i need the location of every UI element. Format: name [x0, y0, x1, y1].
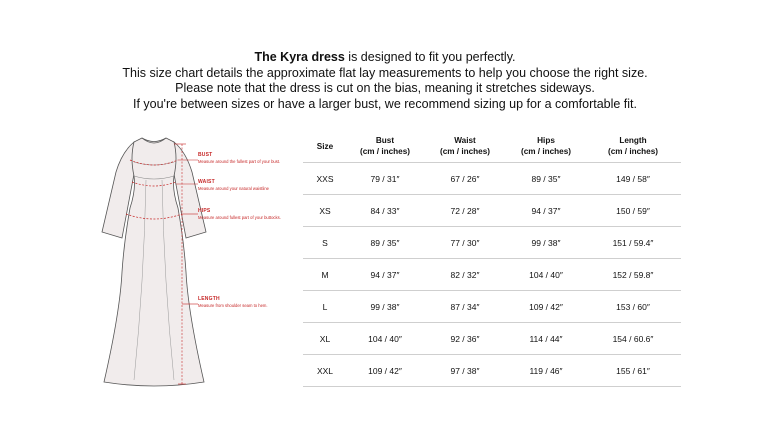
bust-callout-text: Measure around the fullest part of your bust.: [198, 158, 281, 164]
header-hips: [507, 130, 585, 163]
cell-hips: 109 / 42″: [507, 291, 585, 323]
table-row: [303, 355, 681, 387]
waist-callout: [198, 180, 269, 191]
cell-size: XS: [303, 195, 347, 227]
cell-size: M: [303, 259, 347, 291]
header-bust-label: Bust: [375, 136, 395, 145]
cell-waist: 67 / 26″: [423, 163, 507, 195]
cell-length: 154 / 60.6″: [585, 323, 681, 355]
header-hips-unit: (cm / inches): [520, 147, 572, 156]
header-bust: [347, 130, 423, 163]
cell-length: 153 / 60″: [585, 291, 681, 323]
cell-hips: 104 / 40″: [507, 259, 585, 291]
cell-waist: 87 / 34″: [423, 291, 507, 323]
table-row: [303, 291, 681, 323]
cell-hips: 99 / 38″: [507, 227, 585, 259]
cell-hips: 114 / 44″: [507, 323, 585, 355]
cell-length: 152 / 59.8″: [585, 259, 681, 291]
length-callout-title: LENGTH: [198, 296, 220, 302]
size-chart-table: [303, 130, 681, 387]
hips-callout-text: Measure around fullest part of your buttocks.: [198, 214, 281, 220]
header-bust-unit: (cm / inches): [359, 147, 411, 156]
table-row: [303, 227, 681, 259]
header-waist-label: Waist: [454, 136, 476, 145]
cell-hips: 94 / 37″: [507, 195, 585, 227]
header-length-unit: (cm / inches): [607, 147, 659, 156]
cell-bust: 109 / 42″: [347, 355, 423, 387]
cell-bust: 89 / 35″: [347, 227, 423, 259]
header-waist-unit: (cm / inches): [439, 147, 491, 156]
length-callout-text: Measure from shoulder seam to hem.: [198, 302, 268, 308]
waist-callout-title: WAIST: [198, 179, 215, 185]
hips-callout-title: HIPS: [198, 208, 211, 214]
bust-callout-title: BUST: [198, 152, 213, 158]
cell-waist: 82 / 32″: [423, 259, 507, 291]
cell-hips: 89 / 35″: [507, 163, 585, 195]
table-row: [303, 259, 681, 291]
cell-size: XXL: [303, 355, 347, 387]
cell-bust: 99 / 38″: [347, 291, 423, 323]
table-row: [303, 323, 681, 355]
header-length: [585, 130, 681, 163]
cell-hips: 119 / 46″: [507, 355, 585, 387]
dress-diagram: [94, 132, 304, 392]
intro-text: [0, 50, 770, 112]
table-header-row: [303, 130, 681, 163]
intro-line-2: This size chart details the approximate flat lay measurements to help you choose the right size.: [122, 65, 648, 80]
cell-bust: 84 / 33″: [347, 195, 423, 227]
cell-bust: 79 / 31″: [347, 163, 423, 195]
cell-length: 150 / 59″: [585, 195, 681, 227]
header-hips-label: Hips: [537, 136, 555, 145]
cell-bust: 94 / 37″: [347, 259, 423, 291]
cell-length: 149 / 58″: [585, 163, 681, 195]
table-row: [303, 163, 681, 195]
cell-bust: 104 / 40″: [347, 323, 423, 355]
dress-illustration: [94, 132, 304, 392]
cell-waist: 72 / 28″: [423, 195, 507, 227]
cell-length: 151 / 59.4″: [585, 227, 681, 259]
bust-callout: [198, 153, 280, 164]
intro-line-1: [0, 50, 770, 66]
length-callout: [198, 297, 268, 308]
intro-line-1-rest: is designed to fit you perfectly.: [344, 50, 516, 64]
header-size: Size: [316, 141, 334, 151]
header-waist: [423, 130, 507, 163]
waist-callout-text: Measure around your natural waistline: [198, 185, 269, 191]
product-name: The Kyra dress: [254, 50, 345, 64]
cell-waist: 92 / 36″: [423, 323, 507, 355]
intro-line-3: Please note that the dress is cut on the bias, meaning it stretches sideways.: [175, 81, 595, 95]
cell-size: L: [303, 291, 347, 323]
header-length-label: Length: [619, 136, 647, 145]
cell-size: XL: [303, 323, 347, 355]
table-row: [303, 195, 681, 227]
cell-waist: 97 / 38″: [423, 355, 507, 387]
cell-length: 155 / 61″: [585, 355, 681, 387]
hips-callout: [198, 209, 281, 220]
cell-waist: 77 / 30″: [423, 227, 507, 259]
cell-size: XXS: [303, 163, 347, 195]
cell-size: S: [303, 227, 347, 259]
intro-line-4: If you're between sizes or have a larger bust, we recommend sizing up for a comfortable fit.: [132, 96, 638, 111]
